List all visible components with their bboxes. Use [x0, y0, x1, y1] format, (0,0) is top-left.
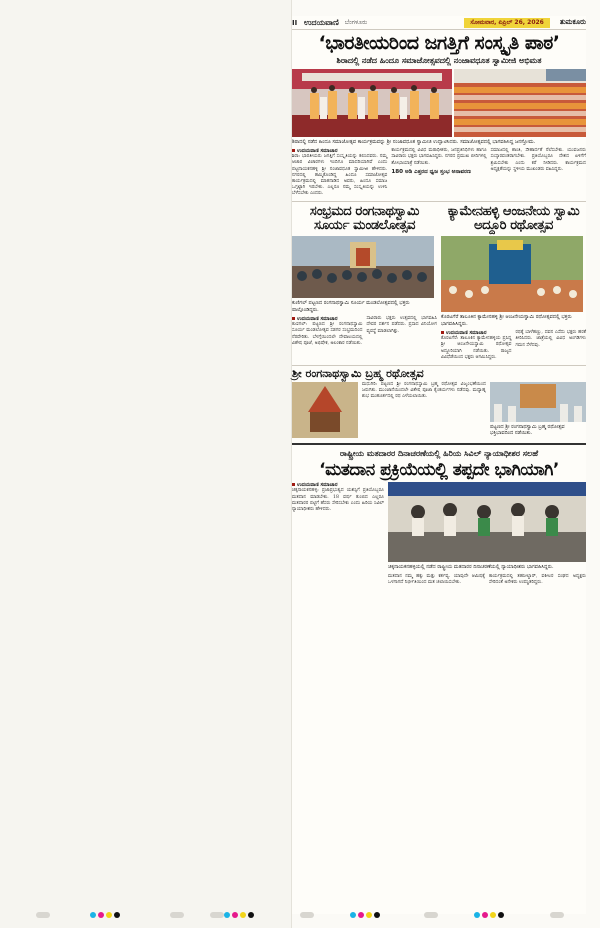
- story4-photo-right: [490, 382, 586, 422]
- district-label: ತುಮಕೂರು: [559, 18, 586, 26]
- story4-caption: ಪಟ್ಟಣದ ಶ್ರೀ ರಂಗನಾಥಸ್ವಾಮಿ ಬ್ರಹ್ಮ ರಥೋತ್ಸವ ಭಕ್ತಿಭಾವದಿಂದ ನಡೆಯಿತು.: [490, 423, 565, 437]
- crowd-photo: [454, 69, 586, 137]
- lead-headline: ‘ಭಾರತೀಯರಿಂದ ಜಗತ್ತಿಗೆ ಸಂಸ್ಕೃತಿ ಪಾಠ’: [318, 32, 560, 54]
- story5-byline: ಉದಯವಾಣಿ ಸಮಾಚಾರ: [292, 482, 384, 488]
- lead-inline-subhead: 180 ಅಡಿ ಎತ್ತರದ ಧ್ವಜ ಸ್ತಂಭ ಅನಾವರಣ: [391, 168, 471, 175]
- story2-caption: ಕುಣಿಗಲ್ ಪಟ್ಟಣದ ರಂಗನಾಥಸ್ವಾಮಿ ಸೂರ್ಯ ಮಂಡಲೋತ್ಸವದಲ್ಲಿ ಭಕ್ತರು ಪಾಲ್ಗೊಂಡಿದ್ದರು.: [292, 300, 410, 313]
- left-page-margin: [0, 0, 292, 928]
- story5-text-col1: ಚಿಕ್ಕನಾಯಕನಹಳ್ಳಿ: ಪ್ರಜಾಪ್ರಭುತ್ವದ ಯಶಸ್ಸಿಗೆ ಪ್ರತಿಯೊಬ್ಬರೂ ಮತದಾನ ಮಾಡಬೇಕು. 18 ವರ್ಷ ತುಂಬಿದ ಎಲ್ಲರೂ ಮತದಾರರ ಪಟ್ಟಿಗೆ ಹೆಸರು ಸೇರಿಸಬೇಕು ಎಂದು ಹಿರಿಯ ಸಿವಿಲ್ ನ್ಯಾಯಾಧೀಶರು ಹೇಳಿದರು.: [292, 488, 384, 512]
- story3-caption: ಕೊರಟಗೆರೆ ತಾಲೂಕಿನ ಕ್ಯಾಮೇನಹಳ್ಳಿ ಶ್ರೀ ಆಂಜನೇಯಸ್ವಾಮಿ ರಥೋತ್ಸವದಲ್ಲಿ ಭಕ್ತರು ಭಾಗವಹಿಸಿದ್ದರು.: [441, 314, 572, 327]
- story4-photo-left: [292, 382, 358, 438]
- story5-caption: ಚಿಕ್ಕನಾಯಕನಹಳ್ಳಿಯಲ್ಲಿ ನಡೆದ ರಾಷ್ಟ್ರೀಯ ಮತದಾರರ ದಿನಾಚರಣೆಯಲ್ಲಿ ನ್ಯಾಯಾಧೀಶರು ಭಾಗವಹಿಸಿದ್ದರು.: [388, 564, 554, 571]
- print-registration-marks: [0, 912, 600, 920]
- stage-photo: [292, 69, 452, 137]
- story3-text-col1: ಕೊರಟಗೆರೆ: ತಾಲೂಕಿನ ಕ್ಯಾಮೇನಹಳ್ಳಿಯ ಪ್ರಸಿದ್ಧ ಶ್ರೀ ಆಂಜನೇಯಸ್ವಾಮಿ ರಥೋತ್ಸವ ಅದ್ದೂರಿಯಾಗಿ ನಡೆಯಿತು. ರಾಜ್ಯದ ವಿವಿಧೆಡೆಯಿಂದ ಭಕ್ತರು ಆಗಮಿಸಿದ್ದರು.: [441, 336, 512, 360]
- date-badge: ಸೋಮವಾರ, ಏಪ್ರಿಲ್ 26, 2026: [464, 18, 550, 28]
- story-anjaneya: [441, 205, 586, 361]
- story5-photo: [388, 482, 586, 562]
- newspaper-page: [292, 16, 586, 914]
- story2-photo: [292, 236, 437, 298]
- story2-byline: ಉದಯವಾಣಿ ಸಮಾಚಾರ: [292, 316, 363, 322]
- lead-text-col2: ಕಾರ್ಯಕ್ರಮದಲ್ಲಿ ವಿವಿಧ ಮಠಾಧೀಶರು, ಜನಪ್ರತಿನಿಧಿಗಳು ಹಾಗೂ ಸಾವಿರಾರು ಭಕ್ತರು ಭಾಗವಹಿಸಿದ್ದರು. ನಗರದ ಪ್ರಮುಖ ಬೀದಿಗಳಲ್ಲಿ ಶೋಭಾಯಾತ್ರೆ ನಡೆಯಿತು.: [391, 148, 487, 166]
- middle-stories: [292, 201, 586, 361]
- story3-text-col2: ರಥಕ್ಕೆ ಬಾಳೆಹಣ್ಣು, ದವನ ಎಸೆದು ಭಕ್ತರು ಹರಕೆ ತೀರಿಸಿದರು. ಜಾತ್ರೆಯಲ್ಲಿ ವಿವಿಧ ಅಂಗಡಿಗಳು ಗಮನ ಸೆಳೆದವು.: [515, 330, 586, 348]
- masthead-brand: ಉದಯವಾಣಿ: [304, 17, 339, 27]
- story5-text-col2: ಮತದಾನ ನಮ್ಮ ಹಕ್ಕು ಮತ್ತು ಕರ್ತವ್ಯ. ಯಾವುದೇ ಆಮಿಷಕ್ಕೆ ಒಳಗಾಗದೆ ನಿರ್ಭೀತಿಯಿಂದ ಮತ ಚಲಾಯಿಸಬೇಕು.: [388, 573, 485, 586]
- story3-photo: [441, 236, 586, 312]
- story-brahma-rathotsava: [292, 365, 586, 438]
- edition-label: ಬೆಂಗಳೂರು: [344, 18, 368, 26]
- story4-text: ಮಧುಗಿರಿ: ಪಟ್ಟಣದ ಶ್ರೀ ರಂಗನಾಥಸ್ವಾಮಿ ಬ್ರಹ್ಮ ರಥೋತ್ಸವ ವಿಜೃಂಭಣೆಯಿಂದ ಜರುಗಿತು. ಮುಂಜಾನೆಯಿಂದಲೇ ವಿಶೇಷ ಪೂಜಾ ಕೈಂಕರ್ಯಗಳು ನಡೆದವು. ಮಧ್ಯಾಹ್ನ ಶುಭ ಮುಹೂರ್ತದಲ್ಲಿ ರಥ ಎಳೆಯಲಾಯಿತು.: [362, 381, 486, 399]
- story4-headline: ಶ್ರೀ ರಂಗನಾಥಸ್ವಾಮಿ ಬ್ರಹ್ಮ ರಥೋತ್ಸವ: [292, 366, 424, 380]
- story2-text-col2: ಸಾವಿರಾರು ಭಕ್ತರು ಉತ್ಸವದಲ್ಲಿ ಭಾಗವಹಿಸಿ ದೇವರ ದರ್ಶನ ಪಡೆದರು. ಪ್ರಸಾದ ವಿನಿಯೋಗ ವ್ಯವಸ್ಥೆ ಮಾಡಲಾಗಿತ್ತು.: [366, 316, 437, 334]
- lead-body: [292, 148, 586, 196]
- story2-headline: ಸಂಭ್ರಮದ ರಂಗನಾಥಸ್ವಾಮಿ ಸೂರ್ಯ ಮಂಡಲೋತ್ಸವ: [309, 203, 420, 234]
- lead-photo-caption: ಶಿರಾದಲ್ಲಿ ನಡೆದ ಹಿಂದೂ ಸಮಾಜೋತ್ಸವ ಕಾರ್ಯಕ್ರಮವನ್ನು ಶ್ರೀ ನಂಜಾವಧೂತ ಸ್ವಾಮೀಜಿ ಉದ್ಘಾಟಿಸಿದರು. ಸಮಾಜೋತ್ಸವದಲ್ಲಿ ಭಾಗವಹಿಸಿದ್ದ ಜನಸ್ತೋಮ.: [292, 138, 536, 145]
- page-header: [292, 16, 586, 30]
- story5-body: [292, 482, 586, 586]
- story2-text-col1: ಕುಣಿಗಲ್: ಪಟ್ಟಣದ ಶ್ರೀ ರಂಗನಾಥಸ್ವಾಮಿ ಸೂರ್ಯ ಮಂಡಲೋತ್ಸವ ಸಡಗರ ಸಂಭ್ರಮದಿಂದ ನೆರವೇರಿತು. ಬೆಳಗ್ಗೆಯಿಂದಲೇ ದೇವಾಲಯದಲ್ಲಿ ವಿಶೇಷ ಪೂಜೆ, ಅಭಿಷೇಕ, ಅಲಂಕಾರ ನಡೆಯಿತು.: [292, 322, 363, 346]
- lead-photos: [292, 69, 586, 137]
- story3-byline: ಉದಯವಾಣಿ ಸಮಾಚಾರ: [441, 330, 512, 336]
- page-number: II: [292, 18, 298, 27]
- lead-byline: ಉದಯವಾಣಿ ಸಮಾಚಾರ: [292, 148, 387, 154]
- lead-text-col1: ಶಿರಾ: ಭಾರತೀಯರು ಜಗತ್ತಿಗೆ ಸಂಸ್ಕೃತಿಯನ್ನು ಕಲಿಸಿದವರು. ನಮ್ಮ ಆಚಾರ ವಿಚಾರಗಳು ಇಂದಿಗೂ ಮಾದರಿಯಾಗಿವೆ ಎಂದು ಪಟ್ಟನಾಯಕನಹಳ್ಳಿ ಶ್ರೀ ನಂಜಾವಧೂತ ಸ್ವಾಮೀಜಿ ಹೇಳಿದರು. ನಗರದಲ್ಲಿ ಹಮ್ಮಿಕೊಂಡಿದ್ದ ಹಿಂದೂ ಸಮಾಜೋತ್ಸವ ಕಾರ್ಯಕ್ರಮದಲ್ಲಿ ಮಾತನಾಡಿದ ಅವರು, ಹಿಂದೂ ಸಮಾಜ ಒಗ್ಗಟ್ಟಾಗಿ ಇರಬೇಕು. ಎಲ್ಲರೂ ನಮ್ಮ ಸಂಸ್ಕೃತಿಯನ್ನು ಉಳಿಸಿ ಬೆಳೆಸಬೇಕು ಎಂದರು.: [292, 154, 388, 196]
- story5-headline: ‘ಮತದಾನ ಪ್ರಕ್ರಿಯೆಯಲ್ಲಿ ತಪ್ಪದೇ ಭಾಗಿಯಾಗಿ’: [319, 459, 559, 480]
- story3-headline: ಕ್ಯಾಮೇನಹಳ್ಳಿ ಆಂಜನೇಯ ಸ್ವಾಮಿ ಅದ್ದೂರಿ ರಥೋತ್ಸವ: [447, 203, 580, 234]
- lead-text-col3: ಸಮಾಜದಲ್ಲಿ ಶಾಂತಿ, ಸೌಹಾರ್ದತೆ ನೆಲೆಸಬೇಕು. ಯುವಜನರು ಸಂಸ್ಕಾರವಂತರಾಗಬೇಕು. ಪ್ರತಿಯೊಬ್ಬರೂ ದೇಶದ ಏಳಿಗೆಗೆ ಶ್ರಮಿಸಬೇಕು ಎಂದು ಕರೆ ನೀಡಿದರು. ಕಾರ್ಯಕ್ರಮದ ಅಧ್ಯಕ್ಷತೆಯನ್ನು ಸ್ಥಳೀಯ ಮುಖಂಡರು ವಹಿಸಿದ್ದರು.: [490, 148, 586, 172]
- story-ranganatha: [292, 205, 437, 361]
- lead-subhead: ಶಿರಾದಲ್ಲಿ ನಡೆದ ಹಿಂದೂ ಸಮಾಜೋತ್ಸವದಲ್ಲಿ ನಂಜಾವಧೂತ ಸ್ವಾಮೀಜಿ ಅಭಿಮತ: [336, 55, 542, 65]
- story5-text-col3: ಕಾರ್ಯಕ್ರಮದಲ್ಲಿ ತಹಸೀಲ್ದಾರ್, ವಕೀಲರ ಸಂಘದ ಅಧ್ಯಕ್ಷರು ಸೇರಿದಂತೆ ಅನೇಕರು ಉಪಸ್ಥಿತರಿದ್ದರು.: [489, 573, 586, 586]
- story5-subhead: ರಾಷ್ಟ್ರೀಯ ಮತದಾರರ ದಿನಾಚರಣೆಯಲ್ಲಿ ಹಿರಿಯ ಸಿವಿಲ್ ನ್ಯಾಯಾಧೀಶರ ಸಲಹೆ: [339, 448, 539, 458]
